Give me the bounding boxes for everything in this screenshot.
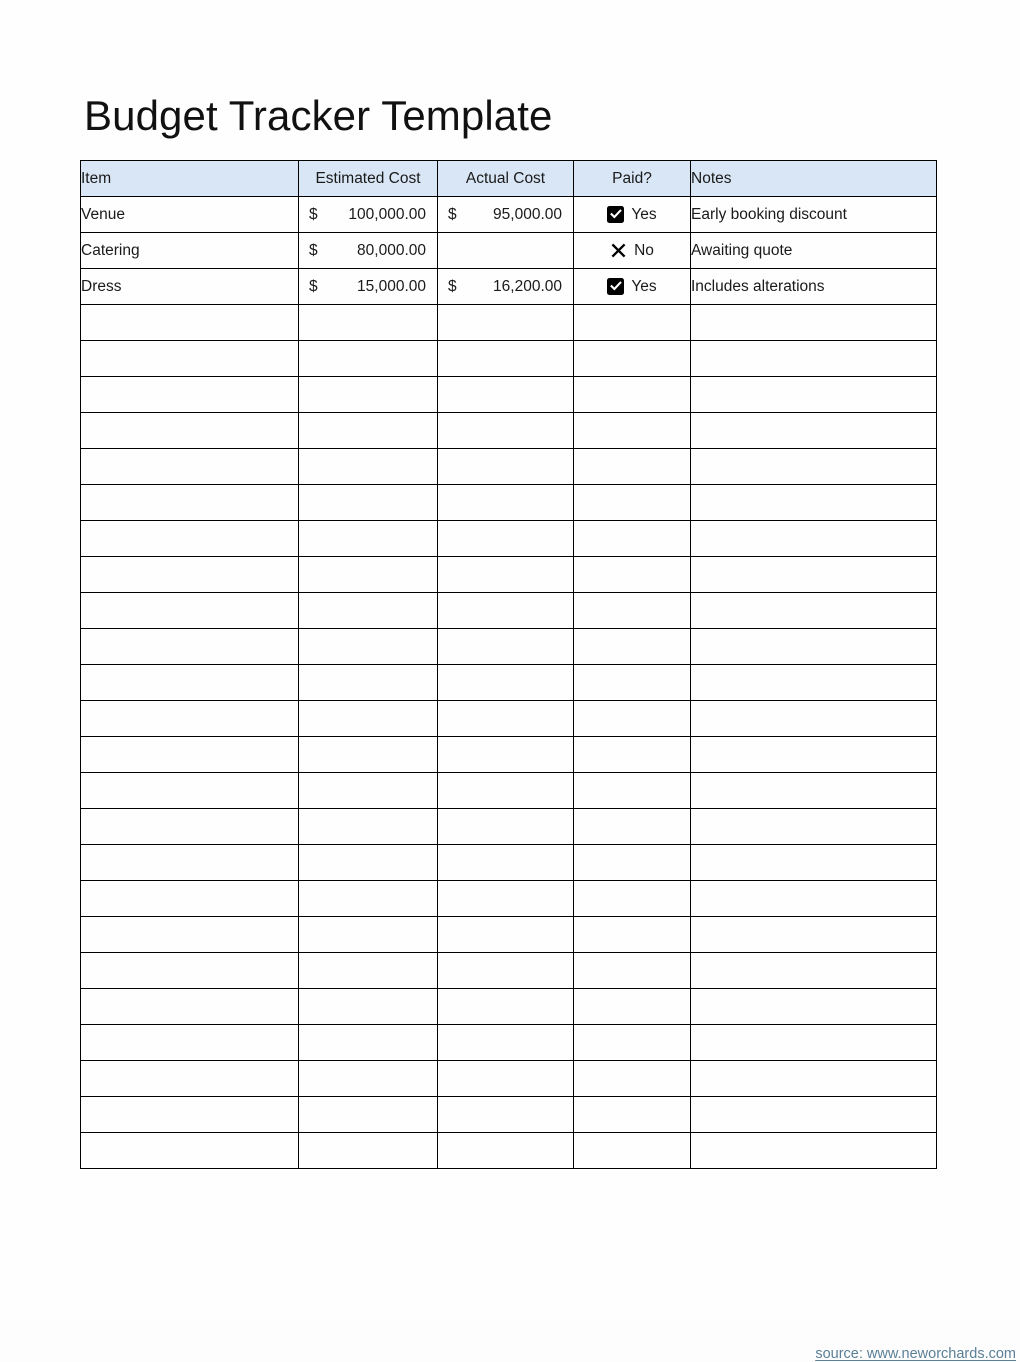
cell-notes[interactable]	[691, 989, 937, 1025]
cell-paid[interactable]	[574, 1133, 691, 1169]
cell-paid[interactable]	[574, 737, 691, 773]
table-row	[81, 377, 937, 413]
cell-item[interactable]	[81, 881, 299, 917]
checkbox-checked-icon[interactable]	[607, 278, 624, 295]
cell-actual-cost[interactable]	[438, 989, 574, 1025]
budget-table	[80, 160, 937, 1169]
cell-paid[interactable]	[574, 485, 691, 521]
cell-estimated-cost[interactable]	[299, 917, 438, 953]
cell-item[interactable]	[81, 737, 299, 773]
cell-item[interactable]	[81, 593, 299, 629]
cell-actual-cost[interactable]	[438, 1025, 574, 1061]
cell-notes[interactable]	[691, 377, 937, 413]
cell-notes[interactable]	[691, 845, 937, 881]
cell-estimated-cost[interactable]	[299, 305, 438, 341]
amount-value: 15,000.00	[357, 277, 426, 295]
page-title: Budget Tracker Template	[84, 92, 553, 139]
cell-estimated-cost[interactable]	[299, 629, 438, 665]
cell-notes[interactable]	[691, 305, 937, 341]
cell-actual-cost[interactable]	[438, 881, 574, 917]
cell-estimated-cost[interactable]	[299, 413, 438, 449]
paid-label: Yes	[631, 205, 657, 223]
table-row	[81, 845, 937, 881]
cell-actual-cost[interactable]	[438, 629, 574, 665]
cell-notes[interactable]: Early booking discount	[691, 197, 937, 233]
cell-estimated-cost[interactable]	[299, 521, 438, 557]
cell-notes[interactable]	[691, 701, 937, 737]
cell-paid[interactable]	[574, 521, 691, 557]
cell-actual-cost[interactable]	[438, 665, 574, 701]
cell-actual-cost[interactable]	[438, 1061, 574, 1097]
cell-notes[interactable]	[691, 449, 937, 485]
cell-notes[interactable]	[691, 1025, 937, 1061]
currency-symbol: $	[448, 277, 457, 295]
table-row	[81, 665, 937, 701]
cell-item[interactable]	[81, 629, 299, 665]
cell-item[interactable]	[81, 953, 299, 989]
cell-item[interactable]	[81, 377, 299, 413]
cell-item[interactable]	[81, 1025, 299, 1061]
cell-notes[interactable]	[691, 953, 937, 989]
cell-paid[interactable]	[574, 629, 691, 665]
cell-actual-cost[interactable]	[438, 269, 574, 305]
cell-paid[interactable]	[574, 701, 691, 737]
cell-actual-cost[interactable]	[438, 485, 574, 521]
cell-actual-cost[interactable]	[438, 197, 574, 233]
amount-value: 80,000.00	[357, 241, 426, 259]
cell-notes[interactable]	[691, 521, 937, 557]
cell-item[interactable]	[81, 341, 299, 377]
table-row	[81, 485, 937, 521]
cell-actual-cost[interactable]	[438, 917, 574, 953]
budget-table-container	[80, 160, 1016, 1362]
source-attribution	[80, 1346, 1016, 1362]
cell-estimated-cost[interactable]	[299, 233, 438, 269]
column-header-actual-cost[interactable]: Actual Cost	[438, 161, 574, 197]
cell-estimated-cost[interactable]	[299, 1133, 438, 1169]
amount-value: 16,200.00	[493, 277, 562, 295]
cell-paid[interactable]	[574, 233, 691, 269]
table-row	[81, 773, 937, 809]
cell-paid[interactable]	[574, 665, 691, 701]
cell-paid[interactable]	[574, 305, 691, 341]
cross-mark-icon[interactable]	[610, 242, 627, 259]
table-row	[81, 917, 937, 953]
cell-estimated-cost[interactable]	[299, 701, 438, 737]
table-row	[81, 593, 937, 629]
cell-paid[interactable]	[574, 1025, 691, 1061]
cell-notes[interactable]	[691, 629, 937, 665]
cell-paid[interactable]	[574, 989, 691, 1025]
table-row	[81, 197, 937, 233]
cell-item[interactable]: Venue	[81, 197, 299, 233]
cell-estimated-cost[interactable]	[299, 1097, 438, 1133]
table-row	[81, 737, 937, 773]
cell-actual-cost[interactable]	[438, 1133, 574, 1169]
table-body	[81, 197, 937, 1169]
cell-actual-cost[interactable]	[438, 233, 574, 269]
cell-actual-cost[interactable]	[438, 1097, 574, 1133]
amount-value: 95,000.00	[493, 205, 562, 223]
cell-notes[interactable]: Includes alterations	[691, 269, 937, 305]
cell-paid[interactable]	[574, 449, 691, 485]
cell-item[interactable]	[81, 1097, 299, 1133]
table-row	[81, 629, 937, 665]
cell-actual-cost[interactable]	[438, 557, 574, 593]
cell-item[interactable]	[81, 413, 299, 449]
cell-actual-cost[interactable]	[438, 809, 574, 845]
paid-label: No	[634, 241, 654, 259]
cell-estimated-cost[interactable]	[299, 845, 438, 881]
cell-paid[interactable]	[574, 773, 691, 809]
cell-paid[interactable]	[574, 593, 691, 629]
cell-actual-cost[interactable]	[438, 593, 574, 629]
amount-value: 100,000.00	[348, 205, 426, 223]
cell-item[interactable]	[81, 485, 299, 521]
cell-estimated-cost[interactable]	[299, 809, 438, 845]
cell-estimated-cost[interactable]	[299, 377, 438, 413]
cell-item[interactable]: Catering	[81, 233, 299, 269]
cell-estimated-cost[interactable]	[299, 1025, 438, 1061]
cell-actual-cost[interactable]	[438, 773, 574, 809]
cell-item[interactable]: Dress	[81, 269, 299, 305]
cell-estimated-cost[interactable]	[299, 197, 438, 233]
table-header	[81, 161, 937, 197]
cell-notes[interactable]	[691, 737, 937, 773]
currency-symbol: $	[309, 241, 318, 259]
column-header-paid[interactable]: Paid?	[574, 161, 691, 197]
cell-estimated-cost[interactable]	[299, 773, 438, 809]
cell-notes[interactable]	[691, 1097, 937, 1133]
table-row	[81, 233, 937, 269]
cell-notes[interactable]	[691, 665, 937, 701]
cell-estimated-cost[interactable]	[299, 737, 438, 773]
cell-paid[interactable]	[574, 1097, 691, 1133]
cell-item[interactable]	[81, 701, 299, 737]
cell-actual-cost[interactable]	[438, 521, 574, 557]
cell-item[interactable]	[81, 449, 299, 485]
table-row	[81, 449, 937, 485]
cell-actual-cost[interactable]	[438, 413, 574, 449]
table-row	[81, 701, 937, 737]
cell-notes[interactable]	[691, 341, 937, 377]
column-header-item[interactable]: Item	[81, 161, 299, 197]
currency-symbol: $	[309, 205, 318, 223]
cell-notes[interactable]	[691, 809, 937, 845]
table-row	[81, 1097, 937, 1133]
cell-paid[interactable]	[574, 413, 691, 449]
cell-notes[interactable]	[691, 557, 937, 593]
table-row	[81, 953, 937, 989]
cell-item[interactable]	[81, 521, 299, 557]
table-row	[81, 341, 937, 377]
table-row	[81, 1133, 937, 1169]
cell-actual-cost[interactable]	[438, 953, 574, 989]
cell-estimated-cost[interactable]	[299, 557, 438, 593]
cell-notes[interactable]	[691, 593, 937, 629]
cell-item[interactable]	[81, 917, 299, 953]
cell-estimated-cost[interactable]	[299, 1061, 438, 1097]
cell-notes[interactable]	[691, 1061, 937, 1097]
table-row	[81, 1061, 937, 1097]
table-row	[81, 1025, 937, 1061]
cell-paid[interactable]	[574, 197, 691, 233]
cell-estimated-cost[interactable]	[299, 269, 438, 305]
currency-symbol: $	[448, 205, 457, 223]
cell-item[interactable]	[81, 305, 299, 341]
currency-symbol: $	[309, 277, 318, 295]
table-row	[81, 305, 937, 341]
source-link[interactable]: source: www.neworchards.com	[815, 1346, 1016, 1362]
table-row	[81, 521, 937, 557]
cell-estimated-cost[interactable]	[299, 881, 438, 917]
cell-notes[interactable]	[691, 881, 937, 917]
cell-item[interactable]	[81, 773, 299, 809]
cell-item[interactable]	[81, 845, 299, 881]
checkbox-checked-icon[interactable]	[607, 206, 624, 223]
cell-actual-cost[interactable]	[438, 305, 574, 341]
cell-item[interactable]	[81, 989, 299, 1025]
paid-label: Yes	[631, 277, 657, 295]
cell-item[interactable]	[81, 809, 299, 845]
cell-item[interactable]	[81, 1133, 299, 1169]
cell-paid[interactable]	[574, 1061, 691, 1097]
cell-estimated-cost[interactable]	[299, 989, 438, 1025]
cell-actual-cost[interactable]	[438, 845, 574, 881]
table-row	[81, 809, 937, 845]
cell-paid[interactable]	[574, 845, 691, 881]
cell-actual-cost[interactable]	[438, 737, 574, 773]
cell-paid[interactable]	[574, 917, 691, 953]
column-header-notes[interactable]: Notes	[691, 161, 937, 197]
cell-actual-cost[interactable]	[438, 701, 574, 737]
cell-paid[interactable]	[574, 377, 691, 413]
table-header-row	[81, 161, 937, 197]
cell-paid[interactable]	[574, 557, 691, 593]
cell-paid[interactable]	[574, 953, 691, 989]
cell-estimated-cost[interactable]	[299, 449, 438, 485]
cell-estimated-cost[interactable]	[299, 485, 438, 521]
cell-estimated-cost[interactable]	[299, 341, 438, 377]
cell-item[interactable]	[81, 665, 299, 701]
cell-item[interactable]	[81, 557, 299, 593]
table-row	[81, 413, 937, 449]
cell-item[interactable]	[81, 1061, 299, 1097]
column-header-estimated-cost[interactable]: Estimated Cost	[299, 161, 438, 197]
cell-actual-cost[interactable]	[438, 341, 574, 377]
cell-notes[interactable]	[691, 413, 937, 449]
table-row	[81, 881, 937, 917]
table-row	[81, 989, 937, 1025]
cell-estimated-cost[interactable]	[299, 665, 438, 701]
cell-actual-cost[interactable]	[438, 377, 574, 413]
cell-notes[interactable]	[691, 485, 937, 521]
cell-estimated-cost[interactable]	[299, 593, 438, 629]
cell-estimated-cost[interactable]	[299, 953, 438, 989]
cell-notes[interactable]: Awaiting quote	[691, 233, 937, 269]
cell-paid[interactable]	[574, 881, 691, 917]
cell-paid[interactable]	[574, 269, 691, 305]
cell-notes[interactable]	[691, 1133, 937, 1169]
cell-notes[interactable]	[691, 773, 937, 809]
table-row	[81, 269, 937, 305]
cell-paid[interactable]	[574, 809, 691, 845]
table-row	[81, 557, 937, 593]
cell-notes[interactable]	[691, 917, 937, 953]
cell-paid[interactable]	[574, 341, 691, 377]
cell-actual-cost[interactable]	[438, 449, 574, 485]
